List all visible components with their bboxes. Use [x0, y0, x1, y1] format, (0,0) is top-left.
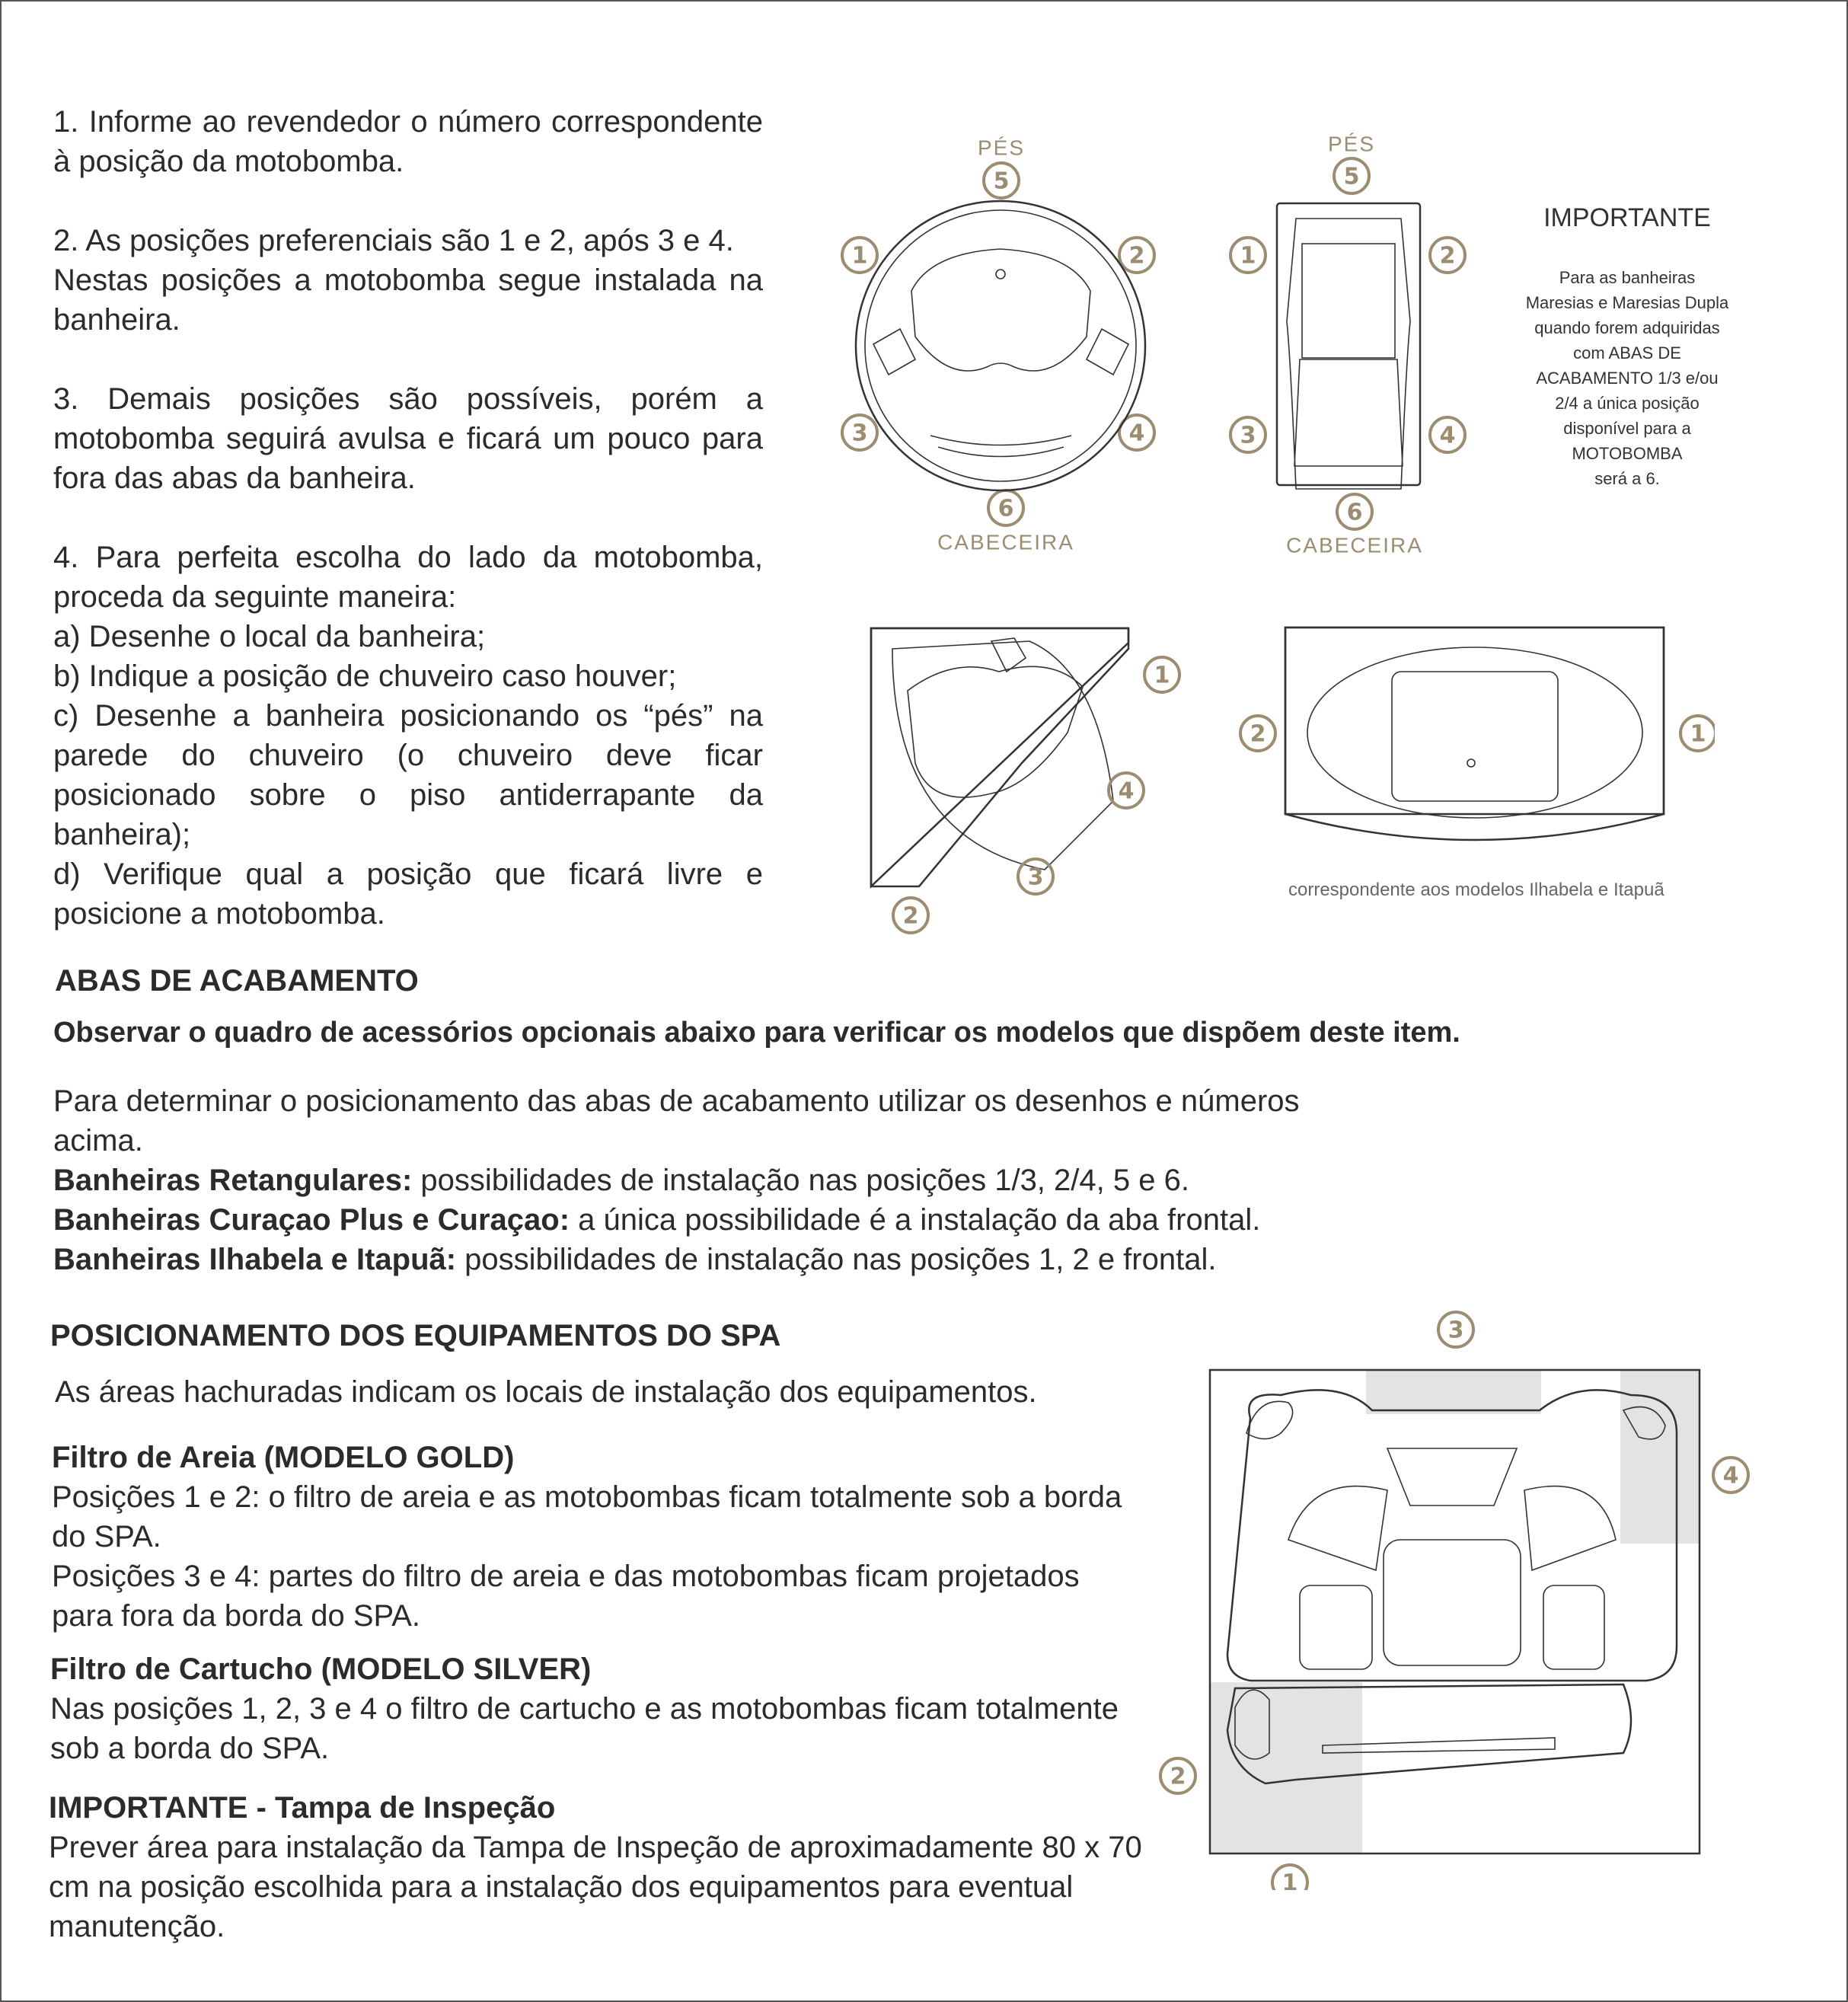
abas-intro: Para determinar o posicionamento das abas de acabamento utilizar os desenhos e números acima.: [53, 1084, 1300, 1157]
position-4-label: 4: [1128, 420, 1145, 447]
rect-tubs-label: Banheiras Retangulares:: [53, 1164, 413, 1197]
round-tub-diagram: [831, 123, 1167, 565]
instruction-3: 3. Demais posições são possíveis, porém a motobomba seguirá avulsa e ficará um pouco para fora das abas da banheira.: [53, 382, 763, 495]
position-1-label: 1: [1690, 720, 1706, 748]
corner-tub-diagram: [862, 618, 1197, 946]
instruction-4: 4. Para perfeita escolha do lado da motobomba, proceda da seguinte maneira:: [53, 541, 763, 614]
instructions-block: [53, 102, 763, 934]
position-5-label: 5: [993, 168, 1010, 195]
instruction-step-b: b) Indique a posição de chuveiro caso houver;: [53, 659, 677, 693]
position-3-label: 3: [1240, 422, 1256, 449]
silver-title: Filtro de Cartucho (MODELO SILVER): [50, 1652, 592, 1686]
position-2-label: 2: [1170, 1763, 1186, 1790]
position-3-label: 3: [1447, 1317, 1464, 1344]
position-5-label: 5: [1343, 163, 1360, 190]
instruction-step-a: a) Desenhe o local da banheira;: [53, 620, 486, 653]
importante-note: [1505, 203, 1749, 491]
instruction-step-c: c) Desenhe a banheira posicionando os “pés” na parede do chuveiro (o chuveiro deve ficar posicionado sobre o piso antiderrapante da banheira);: [53, 699, 763, 851]
rectangular-tub-diagram: [1205, 123, 1494, 565]
abas-observe-note: Observar o quadro de acessórios opcionais abaixo para verificar os modelos que dispõem deste item.: [53, 1017, 1460, 1049]
feet-label: PÉS: [1327, 132, 1376, 156]
inspection-title: IMPORTANTE - Tampa de Inspeção: [49, 1791, 556, 1825]
position-3-label: 3: [851, 420, 868, 447]
shaded-area-3: [1366, 1370, 1541, 1414]
importante-line: Para as banheiras: [1559, 268, 1696, 287]
spa-silver-block: [50, 1649, 1147, 1768]
importante-line: com ABAS DE: [1573, 343, 1681, 362]
instruction-1: 1. Informe ao revendedor o número correspondente à posição da motobomba.: [53, 105, 763, 178]
position-4-label: 4: [1722, 1462, 1739, 1490]
position-6-label: 6: [1346, 499, 1363, 526]
rect-tubs-text: possibilidades de instalação nas posições 1/3, 2/4, 5 e 6.: [412, 1164, 1189, 1197]
abas-title: ABAS DE ACABAMENTO: [55, 964, 419, 998]
curacao-tubs-text: a única possibilidade é a instalação da aba frontal.: [570, 1203, 1261, 1237]
gold-title: Filtro de Areia (MODELO GOLD): [52, 1441, 515, 1474]
importante-line: MOTOBOMBA: [1572, 444, 1683, 463]
spa-diagram: [1144, 1304, 1799, 1890]
position-1-label: 1: [1240, 242, 1256, 270]
importante-line: Maresias e Maresias Dupla: [1525, 293, 1729, 312]
inspection-text: Prever área para instalação da Tampa de Inspeção de aproximadamente 80 x 70 cm na posição escolhida para a instalação dos equipamentos para eventual manutenção.: [49, 1831, 1142, 1943]
spa-gold-block: [52, 1438, 1148, 1636]
silver-text: Nas posições 1, 2, 3 e 4 o filtro de cartucho e as motobombas ficam totalmente sob a borda do SPA.: [50, 1692, 1119, 1765]
feet-label: PÉS: [977, 136, 1026, 160]
ilhabela-tubs-label: Banheiras Ilhabela e Itapuã:: [53, 1243, 457, 1276]
position-2-label: 2: [1250, 720, 1266, 748]
position-1-label: 1: [1281, 1869, 1298, 1890]
instruction-step-d: d) Verifique qual a posição que ficará livre e posicione a motobomba.: [53, 857, 763, 931]
instruction-2b: Nestas posições a motobomba segue instalada na banheira.: [53, 263, 763, 337]
oval-tub-diagram: [1227, 618, 1715, 870]
spa-title: POSICIONAMENTO DOS EQUIPAMENTOS DO SPA: [50, 1319, 781, 1352]
head-label: CABECEIRA: [937, 530, 1074, 554]
importante-line: ACABAMENTO 1/3 e/ou: [1536, 369, 1719, 388]
spa-intro: As áreas hachuradas indicam os locais de instalação dos equipamentos.: [55, 1375, 1037, 1409]
position-2-label: 2: [1128, 242, 1145, 270]
position-2-label: 2: [1439, 242, 1456, 270]
shaded-area-2: [1210, 1682, 1362, 1854]
head-label: CABECEIRA: [1286, 533, 1423, 557]
gold-text-2: Posições 3 e 4: partes do filtro de areia e das motobombas ficam projetados para fora da borda do SPA.: [52, 1560, 1080, 1633]
position-2-label: 2: [902, 902, 919, 930]
importante-line: disponível para a: [1563, 419, 1691, 438]
importante-line: quando forem adquiridas: [1534, 318, 1720, 337]
abas-description: [53, 1081, 1348, 1279]
instruction-2a: 2. As posições preferenciais são 1 e 2, após 3 e 4.: [53, 224, 734, 257]
position-4-label: 4: [1118, 777, 1135, 805]
position-1-label: 1: [1154, 662, 1170, 689]
position-4-label: 4: [1439, 422, 1456, 449]
importante-line: será a 6.: [1594, 469, 1660, 488]
importante-line: 2/4 a única posição: [1555, 394, 1700, 413]
position-3-label: 3: [1027, 864, 1044, 891]
ilhabela-tubs-text: possibilidades de instalação nas posições 1, 2 e frontal.: [456, 1243, 1217, 1276]
gold-text-1: Posições 1 e 2: o filtro de areia e as motobombas ficam totalmente sob a borda do SPA.: [52, 1480, 1122, 1553]
position-1-label: 1: [851, 242, 868, 270]
curacao-tubs-label: Banheiras Curaçao Plus e Curaçao:: [53, 1203, 570, 1237]
importante-title: IMPORTANTE: [1543, 203, 1711, 232]
spa-importante-block: [49, 1788, 1145, 1946]
position-6-label: 6: [997, 495, 1014, 522]
oval-tub-caption: correspondente aos modelos Ilhabela e Itapuã: [1288, 880, 1664, 900]
